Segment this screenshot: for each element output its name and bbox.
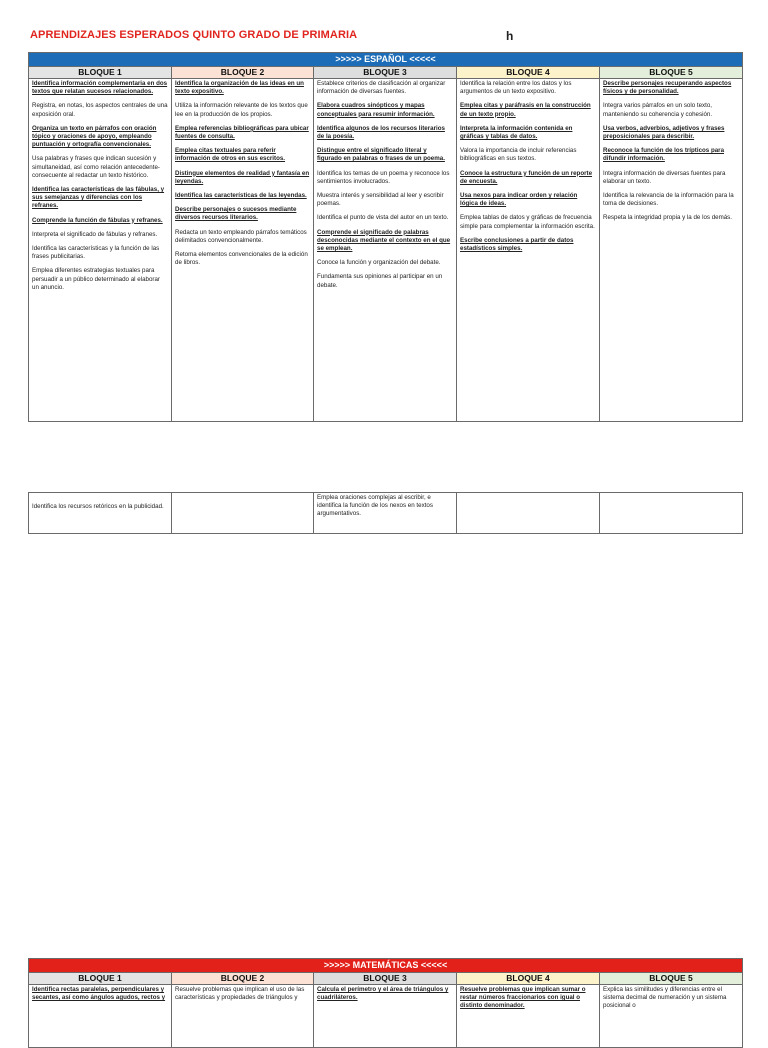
espanol-bloque-5-header: BLOQUE 5 (600, 67, 743, 79)
espanol-bloque-1-header: BLOQUE 1 (29, 67, 172, 79)
aprendizaje: Identifica información complementaria en dos textos que relatan sucesos relacionados. (32, 80, 168, 96)
aprendizaje: Usa palabras y frases que indican sucesión y simultaneidad, así como relación antecedente-consecuente al redactar un texto histórico. (32, 155, 160, 179)
espanol-bloque-2-cell (172, 79, 314, 422)
aprendizaje: Identifica el punto de vista del autor en un texto. (317, 214, 449, 222)
aprendizaje: Identifica los recursos retóricos en la publicidad. (32, 503, 164, 510)
extra-bloque-2-cell (172, 493, 314, 534)
matematicas-bloque-4-cell (457, 985, 600, 1048)
espanol-bloque-3-cell (314, 79, 457, 422)
aprendizaje: Interpreta la información contenida en gráficas y tablas de datos. (460, 124, 573, 141)
espanol-bloque-3-header: BLOQUE 3 (314, 67, 457, 79)
extra-bloque-3-cell (314, 493, 457, 534)
aprendizaje: Integra varios párrafos en un solo texto, manteniendo su coherencia y cohesión. (603, 102, 713, 118)
aprendizaje: Emplea referencias bibliográficas para ubicar fuentes de consulta. (175, 124, 309, 141)
aprendizaje: Identifica la relación entre los datos y los argumentos de un texto expositivo. (460, 80, 572, 96)
aprendizaje: Integra información de diversas fuentes para elaborar un texto. (603, 169, 726, 185)
matematicas-bloque-2-cell (172, 985, 314, 1048)
aprendizaje: Calcula el perímetro y el área de triángulos y cuadriláteros. (317, 986, 449, 1002)
aprendizaje: Utiliza la información relevante de los textos que lee en la producción de los propios. (175, 102, 308, 118)
aprendizaje: Organiza un texto en párrafos con oración tópico y oraciones de apoyo, empleando puntuación y ortografía convencionales. (32, 124, 157, 149)
espanol-banner: >>>>> ESPAÑOL <<<<< (29, 53, 743, 67)
extra-bloque-1-cell (29, 493, 172, 534)
aprendizaje: Usa verbos, adverbios, adjetivos y frases preposicionales para describir. (603, 124, 725, 141)
extra-bloque-4-cell (457, 493, 600, 534)
matematicas-bloque-5-header: BLOQUE 5 (600, 973, 743, 985)
aprendizaje: Escribe conclusiones a partir de datos estadísticos simples. (460, 236, 574, 253)
aprendizaje: Distingue elementos de realidad y fantasía en leyendas. (175, 169, 310, 185)
aprendizaje: Registra, en notas, los aspectos centrales de una exposición oral. (32, 102, 168, 118)
aprendizaje: Resuelve problemas que implican el uso de las características y propiedades de triángulos y (175, 986, 305, 1002)
aprendizaje: Identifica las características y la función de las frases publicitarias. (32, 245, 160, 261)
aprendizaje: Emplea diferentes estrategias textuales para persuadir a un público determinado al elaborar un anuncio. (32, 267, 160, 291)
matematicas-bloque-3-header: BLOQUE 3 (314, 973, 457, 985)
espanol-table (28, 52, 743, 422)
aprendizaje: Elabora cuadros sinópticos y mapas conceptuales para resumir información. (317, 102, 435, 118)
aprendizaje: Emplea citas textuales para referir información de otros en sus escritos. (175, 147, 286, 163)
aprendizaje: Identifica la relevancia de la información para la toma de decisiones. (603, 192, 734, 208)
matematicas-table (28, 958, 743, 1048)
matematicas-banner: >>>>> MATEMÁTICAS <<<<< (29, 959, 743, 973)
aprendizaje: Establece criterios de clasificación al organizar información de diversas fuentes. (317, 80, 446, 96)
aprendizaje: Distingue entre el significado literal y figurado en palabras o frases de un poema. (317, 147, 445, 163)
aprendizaje: Conoce la función y organización del debate. (317, 259, 441, 267)
aprendizaje: Identifica las características de las leyendas. (175, 192, 307, 200)
aprendizaje: Valora la importancia de incluir referencias bibliográficas en sus textos. (460, 147, 577, 163)
matematicas-bloque-2-header: BLOQUE 2 (172, 973, 314, 985)
aprendizaje: Redacta un texto empleando párrafos temáticos delimitados convencionalmente. (175, 228, 307, 244)
aprendizaje: Identifica la organización de las ideas en un texto expositivo. (175, 80, 304, 96)
header-mark: h (506, 29, 514, 43)
espanol-continuation-table (28, 492, 743, 534)
aprendizaje: Identifica las características de las fábulas, y sus semejanzas y diferencias con los refranes. (32, 186, 165, 210)
aprendizaje: Identifica rectas paralelas, perpendiculares y secantes, así como ángulos agudos, rectos y (32, 986, 166, 1002)
aprendizaje: Comprende la función de fábulas y refranes. (32, 216, 163, 224)
aprendizaje: Respeta la integridad propia y la de los demás. (603, 214, 732, 222)
aprendizaje: Comprende el significado de palabras desconocidas mediante el contexto en el que se emplean. (317, 228, 451, 253)
aprendizaje: Emplea tablas de datos y gráficas de frecuencia simple para complementar la información escrita. (460, 214, 595, 230)
aprendizaje: Conoce la estructura y función de un reporte de encuesta. (460, 169, 593, 185)
espanol-bloque-2-header: BLOQUE 2 (172, 67, 314, 79)
espanol-bloque-4-header: BLOQUE 4 (457, 67, 600, 79)
aprendizaje: Reconoce la función de los trípticos para difundir información. (603, 147, 725, 163)
aprendizaje: Emplea oraciones complejas al escribir, e identifica la función de los nexos en textos argumentativos. (317, 494, 433, 518)
matematicas-bloque-3-cell (314, 985, 457, 1048)
aprendizaje: Usa nexos para indicar orden y relación lógica de ideas. (460, 192, 578, 208)
aprendizaje: Fundamenta sus opiniones al participar en un debate. (317, 273, 443, 289)
aprendizaje: Resuelve problemas que implican sumar o restar números fraccionarios con igual o distinto denominador. (460, 986, 586, 1010)
aprendizaje: Interpreta el significado de fábulas y refranes. (32, 230, 158, 238)
aprendizaje: Identifica los temas de un poema y reconoce los sentimientos involucrados. (317, 169, 450, 185)
aprendizaje: Identifica algunos de los recursos literarios de la poesía. (317, 124, 445, 141)
aprendizaje: Describe personajes o sucesos mediante diversos recursos literarios. (175, 206, 297, 222)
matematicas-bloque-5-cell (600, 985, 743, 1048)
aprendizaje: Describe personajes recuperando aspectos físicos y de personalidad. (603, 80, 732, 96)
espanol-bloque-5-cell (600, 79, 743, 422)
matematicas-bloque-4-header: BLOQUE 4 (457, 973, 600, 985)
espanol-bloque-4-cell (457, 79, 600, 422)
espanol-bloque-1-cell (29, 79, 172, 422)
matematicas-bloque-1-header: BLOQUE 1 (29, 973, 172, 985)
aprendizaje: Emplea citas y paráfrasis en la construcción de un texto propio. (460, 102, 591, 118)
aprendizaje: Retoma elementos convencionales de la edición de libros. (175, 251, 308, 267)
aprendizaje: Explica las similitudes y diferencias entre el sistema decimal de numeración y un sistema posicional o (603, 986, 727, 1010)
page-title: APRENDIZAJES ESPERADOS QUINTO GRADO DE PRIMARIA (30, 29, 358, 41)
aprendizaje: Muestra interés y sensibilidad al leer y escribir poemas. (317, 192, 444, 208)
matematicas-bloque-1-cell (29, 985, 172, 1048)
extra-bloque-5-cell (600, 493, 743, 534)
